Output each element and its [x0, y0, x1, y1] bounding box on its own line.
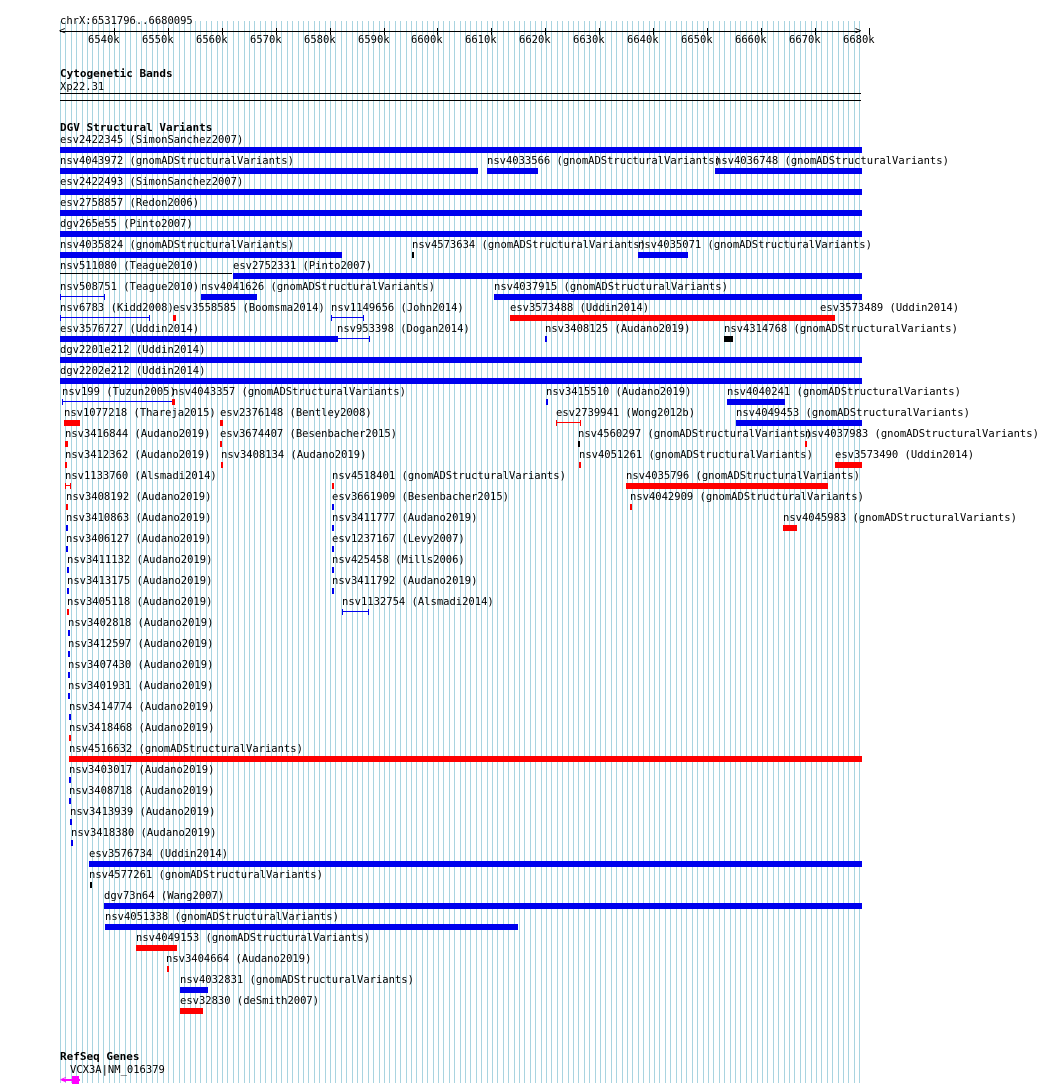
feature-bar[interactable] [65, 462, 67, 468]
feature-bar[interactable] [67, 567, 69, 573]
grid-line [762, 21, 763, 1083]
feature-bar[interactable] [136, 945, 177, 951]
feature-bar[interactable] [68, 651, 70, 657]
feature-bar[interactable] [510, 315, 820, 321]
feature-label[interactable]: nsv3411132 (Audano2019) [67, 554, 213, 566]
grid-line [757, 21, 758, 1083]
feature-label[interactable]: nsv953398 (Dogan2014) [337, 323, 470, 335]
feature-bar[interactable] [638, 252, 688, 258]
feature-whisker-cap [342, 609, 343, 615]
feature-label[interactable]: nsv425458 (Mills2006) [332, 554, 465, 566]
grid-line [611, 21, 612, 1083]
feature-bar[interactable] [71, 840, 73, 846]
feature-bar[interactable] [69, 798, 71, 804]
grid-line [740, 21, 741, 1083]
feature-label[interactable]: dgv2201e212 (Uddin2014) [60, 344, 206, 356]
ruler-tick-label: 6590k [358, 34, 390, 46]
grid-line [708, 21, 709, 1083]
feature-bar[interactable] [68, 693, 70, 699]
grid-line [778, 21, 779, 1083]
ruler-tick-label: 6580k [304, 34, 336, 46]
cytoband-track-title[interactable]: Cytogenetic Bands [60, 67, 173, 80]
feature-label[interactable]: nsv4051338 (gnomADStructuralVariants) [105, 911, 339, 923]
feature-label[interactable]: dgv265e55 (Pinto2007) [60, 218, 193, 230]
feature-label[interactable]: nsv4051261 (gnomADStructuralVariants) [579, 449, 813, 461]
feature-bar[interactable] [66, 504, 68, 510]
feature-label[interactable]: esv2758857 (Redon2006) [60, 197, 200, 209]
feature-bar[interactable] [60, 378, 862, 384]
feature-bar[interactable] [65, 441, 68, 447]
feature-label[interactable]: nsv4516632 (gnomADStructuralVariants) [69, 743, 303, 755]
feature-label[interactable]: nsv3414774 (Audano2019) [69, 701, 215, 713]
feature-label[interactable]: nsv3408718 (Audano2019) [69, 785, 215, 797]
feature-label[interactable]: nsv3402818 (Audano2019) [68, 617, 214, 629]
ruler-tick-label: 6600k [411, 34, 443, 46]
feature-bar[interactable] [546, 399, 548, 405]
ruler-tick-label: 6660k [735, 34, 767, 46]
feature-bar[interactable] [727, 399, 785, 405]
grid-line [665, 21, 666, 1083]
feature-label[interactable]: esv3576727 (Uddin2014) [60, 323, 200, 335]
feature-label[interactable]: nsv4033566 (gnomADStructuralVariants) [487, 155, 721, 167]
feature-bar[interactable] [487, 168, 538, 174]
feature-whisker-cap [60, 315, 61, 321]
feature-bar[interactable] [332, 546, 334, 552]
grid-line [578, 21, 579, 1083]
ruler-tick-label: 6670k [789, 34, 821, 46]
feature-bar[interactable] [332, 504, 334, 510]
feature-label[interactable]: nsv3412362 (Audano2019) [65, 449, 211, 461]
cytoband-label: Xp22.31 [60, 81, 105, 93]
grid-line [681, 21, 682, 1083]
feature-label[interactable]: nsv4035071 (gnomADStructuralVariants) [638, 239, 872, 251]
feature-bar[interactable] [579, 462, 581, 468]
feature-label[interactable]: nsv3406127 (Audano2019) [66, 533, 212, 545]
grid-line [535, 21, 536, 1083]
feature-label[interactable]: esv2739941 (Wong2012b) [556, 407, 696, 419]
feature-whisker-cap [556, 420, 557, 426]
feature-label[interactable]: nsv3405118 (Audano2019) [67, 596, 213, 608]
feature-label[interactable]: nsv6783 (Kidd2008) [60, 302, 174, 314]
feature-label[interactable]: nsv3408125 (Audano2019) [545, 323, 691, 335]
feature-whisker-cap [580, 420, 581, 426]
grid-line [676, 21, 677, 1083]
feature-bar[interactable] [69, 735, 71, 741]
grid-line [789, 21, 790, 1083]
grid-line [649, 21, 650, 1083]
feature-label[interactable]: nsv4036748 (gnomADStructuralVariants) [715, 155, 949, 167]
grid-line [638, 21, 639, 1083]
feature-bar[interactable] [68, 672, 70, 678]
feature-whisker-cap [60, 294, 61, 300]
ruler-tick-label: 6650k [681, 34, 713, 46]
feature-label[interactable]: nsv3407430 (Audano2019) [68, 659, 214, 671]
feature-bar[interactable] [66, 546, 68, 552]
grid-line [719, 21, 720, 1083]
ruler-tick-label: 6630k [573, 34, 605, 46]
feature-label[interactable]: esv32830 (deSmith2007) [180, 995, 320, 1007]
grid-line [848, 21, 849, 1083]
feature-bar[interactable] [332, 483, 334, 489]
grid-line [568, 21, 569, 1083]
grid-line [595, 21, 596, 1083]
feature-bar[interactable] [60, 231, 862, 237]
feature-whisker-cap [363, 315, 364, 321]
feature-label[interactable]: nsv4035824 (gnomADStructuralVariants) [60, 239, 294, 251]
grid-line [551, 21, 552, 1083]
feature-label[interactable]: nsv4049153 (gnomADStructuralVariants) [136, 932, 370, 944]
location-label: chrX:6531796..6680095 [60, 15, 193, 27]
feature-label[interactable]: esv3573488 (Uddin2014) [510, 302, 650, 314]
feature-label[interactable]: nsv1149656 (John2014) [331, 302, 464, 314]
feature-label[interactable]: nsv4518401 (gnomADStructuralVariants) [332, 470, 566, 482]
grid-line [541, 21, 542, 1083]
refseq-track-title[interactable]: RefSeq Genes [60, 1050, 140, 1063]
feature-bar[interactable] [173, 315, 176, 321]
feature-label[interactable]: nsv4035796 (gnomADStructuralVariants) [626, 470, 860, 482]
feature-bar[interactable] [220, 420, 223, 426]
feature-label[interactable]: esv2376148 (Bentley2008) [220, 407, 372, 419]
feature-label[interactable]: nsv3404664 (Audano2019) [166, 953, 312, 965]
feature-bar[interactable] [60, 147, 862, 153]
grid-line [600, 21, 601, 1083]
grid-line [659, 21, 660, 1083]
feature-whisker-cap [337, 336, 338, 342]
feature-bar[interactable] [201, 294, 257, 300]
ruler-tick-label: 6570k [250, 34, 282, 46]
feature-label[interactable]: nsv3411792 (Audano2019) [332, 575, 478, 587]
feature-label[interactable]: nsv199 (Tuzun2005) [62, 386, 176, 398]
grid-line [643, 21, 644, 1083]
feature-label[interactable]: esv3674407 (Besenbacher2015) [220, 428, 398, 440]
feature-label[interactable]: nsv3408134 (Audano2019) [221, 449, 367, 461]
grid-line [616, 21, 617, 1083]
grid-line [838, 21, 839, 1083]
feature-label[interactable]: nsv4043357 (gnomADStructuralVariants) [172, 386, 406, 398]
ruler-axis [60, 31, 860, 32]
grid-line [843, 21, 844, 1083]
feature-bar[interactable] [342, 611, 369, 612]
feature-bar[interactable] [67, 588, 69, 594]
feature-label[interactable]: nsv1133760 (Alsmadi2014) [65, 470, 217, 482]
feature-bar[interactable] [60, 317, 150, 318]
feature-label[interactable]: nsv1132754 (Alsmadi2014) [342, 596, 494, 608]
grid-line [713, 21, 714, 1083]
feature-bar[interactable] [60, 336, 338, 342]
ruler-tick-label: 6620k [519, 34, 551, 46]
ruler-tick-label: 6550k [142, 34, 174, 46]
grid-line [730, 21, 731, 1083]
dgv-track-title[interactable]: DGV Structural Variants [60, 121, 213, 134]
feature-label[interactable]: nsv3408192 (Audano2019) [66, 491, 212, 503]
grid-line [546, 21, 547, 1083]
feature-label[interactable]: esv2422345 (SimonSanchez2007) [60, 134, 244, 146]
feature-label[interactable]: nsv4037983 (gnomADStructuralVariants) [805, 428, 1039, 440]
ruler-left-arrow: < [59, 25, 66, 37]
feature-label[interactable]: nsv3411777 (Audano2019) [332, 512, 478, 524]
feature-label[interactable]: nsv3418380 (Audano2019) [71, 827, 217, 839]
feature-whisker-cap [369, 336, 370, 342]
grid-line [530, 21, 531, 1083]
grid-line [724, 21, 725, 1083]
feature-label[interactable]: nsv4560297 (gnomADStructuralVariants) [578, 428, 812, 440]
feature-label[interactable]: esv3573490 (Uddin2014) [835, 449, 975, 461]
feature-label[interactable]: nsv511080 (Teague2010) [60, 260, 200, 272]
feature-bar[interactable] [172, 399, 175, 405]
feature-label[interactable]: nsv3413175 (Audano2019) [67, 575, 213, 587]
feature-bar[interactable] [494, 294, 862, 300]
feature-bar[interactable] [805, 441, 807, 447]
feature-bar[interactable] [180, 1008, 203, 1014]
feature-bar[interactable] [221, 462, 223, 468]
feature-bar[interactable] [64, 420, 80, 426]
grid-line [794, 21, 795, 1083]
feature-bar[interactable] [68, 630, 70, 636]
feature-whisker-cap [62, 399, 63, 405]
feature-label[interactable]: nsv3415510 (Audano2019) [546, 386, 692, 398]
feature-label[interactable]: nsv4314768 (gnomADStructuralVariants) [724, 323, 958, 335]
grid-line [735, 21, 736, 1083]
feature-label[interactable]: nsv3412597 (Audano2019) [68, 638, 214, 650]
grid-line [670, 21, 671, 1083]
feature-label[interactable]: nsv4041626 (gnomADStructuralVariants) [201, 281, 435, 293]
feature-label[interactable]: esv3573489 (Uddin2014) [820, 302, 960, 314]
feature-bar[interactable] [337, 338, 370, 339]
grid-line [524, 21, 525, 1083]
feature-label[interactable]: nsv4045983 (gnomADStructuralVariants) [783, 512, 1017, 524]
feature-label[interactable]: nsv4049453 (gnomADStructuralVariants) [736, 407, 970, 419]
feature-label[interactable]: nsv4577261 (gnomADStructuralVariants) [89, 869, 323, 881]
grid-line [773, 21, 774, 1083]
feature-label[interactable]: nsv3410863 (Audano2019) [66, 512, 212, 524]
feature-bar[interactable] [60, 252, 342, 258]
feature-bar[interactable] [331, 317, 364, 318]
ruler-tick-label: 6560k [196, 34, 228, 46]
grid-line [703, 21, 704, 1083]
feature-bar[interactable] [105, 924, 518, 930]
ruler-right-arrow: > [855, 25, 862, 37]
grid-line [654, 21, 655, 1083]
feature-bar[interactable] [60, 168, 478, 174]
grid-line [686, 21, 687, 1083]
feature-bar[interactable] [180, 987, 208, 993]
grid-line [751, 21, 752, 1083]
feature-bar[interactable] [69, 756, 862, 762]
feature-bar[interactable] [412, 252, 414, 258]
feature-label[interactable]: nsv3403017 (Audano2019) [69, 764, 215, 776]
grid-line [589, 21, 590, 1083]
feature-label[interactable]: nsv4042909 (gnomADStructuralVariants) [630, 491, 864, 503]
grid-line [832, 21, 833, 1083]
grid-line [573, 21, 574, 1083]
feature-whisker-cap [65, 483, 66, 489]
grid-line [692, 21, 693, 1083]
feature-bar[interactable] [89, 861, 862, 867]
ruler-tick-label: 6680k [843, 34, 875, 46]
grid-line [816, 21, 817, 1083]
feature-label[interactable]: nsv4032831 (gnomADStructuralVariants) [180, 974, 414, 986]
feature-bar[interactable] [835, 462, 862, 468]
feature-bar[interactable] [724, 336, 733, 342]
grid-line [811, 21, 812, 1083]
feature-label[interactable]: esv3576734 (Uddin2014) [89, 848, 229, 860]
grid-line [767, 21, 768, 1083]
cytoband-bar-top [60, 93, 861, 94]
grid-line [605, 21, 606, 1083]
feature-bar[interactable] [556, 422, 581, 423]
feature-bar[interactable] [736, 420, 862, 426]
feature-bar[interactable] [104, 903, 862, 909]
grid-line [784, 21, 785, 1083]
feature-label[interactable]: nsv3418468 (Audano2019) [69, 722, 215, 734]
feature-whisker-cap [104, 294, 105, 300]
feature-label[interactable]: nsv4573634 (gnomADStructuralVariants) [412, 239, 646, 251]
feature-bar[interactable] [233, 273, 862, 279]
grid-line [805, 21, 806, 1083]
refseq-gene-label[interactable]: VCX3A|NM_016379 [70, 1064, 165, 1076]
grid-line [519, 21, 520, 1083]
feature-whisker-cap [368, 609, 369, 615]
feature-bar[interactable] [820, 315, 835, 321]
grid-line [632, 21, 633, 1083]
feature-label[interactable]: nsv3401931 (Audano2019) [68, 680, 214, 692]
grid-line [800, 21, 801, 1083]
feature-label[interactable]: nsv4040241 (gnomADStructuralVariants) [727, 386, 961, 398]
feature-bar[interactable] [62, 401, 174, 402]
feature-bar[interactable] [67, 609, 69, 615]
feature-label[interactable]: dgv73n64 (Wang2007) [104, 890, 225, 902]
feature-label[interactable]: nsv3413939 (Audano2019) [70, 806, 216, 818]
feature-bar[interactable] [70, 819, 72, 825]
feature-label[interactable]: nsv3416844 (Audano2019) [65, 428, 211, 440]
feature-bar[interactable] [90, 882, 92, 888]
feature-label[interactable]: esv2752331 (Pinto2007) [233, 260, 373, 272]
grid-line [746, 21, 747, 1083]
grid-line [584, 21, 585, 1083]
feature-whisker-cap [149, 315, 150, 321]
feature-bar[interactable] [60, 273, 232, 274]
ruler-tick-label: 6610k [465, 34, 497, 46]
feature-label[interactable]: dgv2202e212 (Uddin2014) [60, 365, 206, 377]
feature-bar[interactable] [630, 504, 632, 510]
strand-arrow-icon: < [60, 1074, 67, 1086]
grid-line [622, 21, 623, 1083]
feature-bar[interactable] [715, 168, 862, 174]
feature-whisker-cap [70, 483, 71, 489]
grid-line [854, 21, 855, 1083]
cytoband-bar-bottom [60, 100, 861, 101]
refseq-gene-exon[interactable] [72, 1076, 79, 1084]
grid-line [627, 21, 628, 1083]
grid-line [827, 21, 828, 1083]
feature-bar[interactable] [332, 567, 334, 573]
grid-line [557, 21, 558, 1083]
feature-label[interactable]: esv2422493 (SimonSanchez2007) [60, 176, 244, 188]
feature-bar[interactable] [332, 588, 334, 594]
grid-line [697, 21, 698, 1083]
feature-bar[interactable] [60, 189, 862, 195]
feature-bar[interactable] [220, 441, 222, 447]
ruler-tick-label: 6640k [627, 34, 659, 46]
feature-whisker-cap [331, 315, 332, 321]
feature-bar[interactable] [66, 525, 68, 531]
feature-bar[interactable] [332, 525, 334, 531]
feature-bar[interactable] [545, 336, 547, 342]
feature-bar[interactable] [69, 777, 71, 783]
feature-bar[interactable] [626, 483, 828, 489]
feature-label[interactable]: nsv508751 (Teague2010) [60, 281, 200, 293]
feature-label[interactable]: nsv4043972 (gnomADStructuralVariants) [60, 155, 294, 167]
feature-label[interactable]: nsv4037915 (gnomADStructuralVariants) [494, 281, 728, 293]
feature-bar[interactable] [60, 296, 105, 297]
grid-line [821, 21, 822, 1083]
feature-label[interactable]: esv3558585 (Boomsma2014) [173, 302, 325, 314]
ruler-tick-label: 6540k [88, 34, 120, 46]
feature-bar[interactable] [578, 441, 580, 447]
feature-bar[interactable] [69, 714, 71, 720]
feature-bar[interactable] [783, 525, 797, 531]
feature-bar[interactable] [60, 210, 862, 216]
feature-label[interactable]: esv1237167 (Levy2007) [332, 533, 465, 545]
feature-label[interactable]: esv3661909 (Besenbacher2015) [332, 491, 510, 503]
feature-bar[interactable] [60, 357, 862, 363]
feature-bar[interactable] [167, 966, 169, 972]
grid-line [562, 21, 563, 1083]
feature-label[interactable]: nsv1077218 (Thareja2015) [64, 407, 216, 419]
grid-line [859, 21, 860, 1083]
